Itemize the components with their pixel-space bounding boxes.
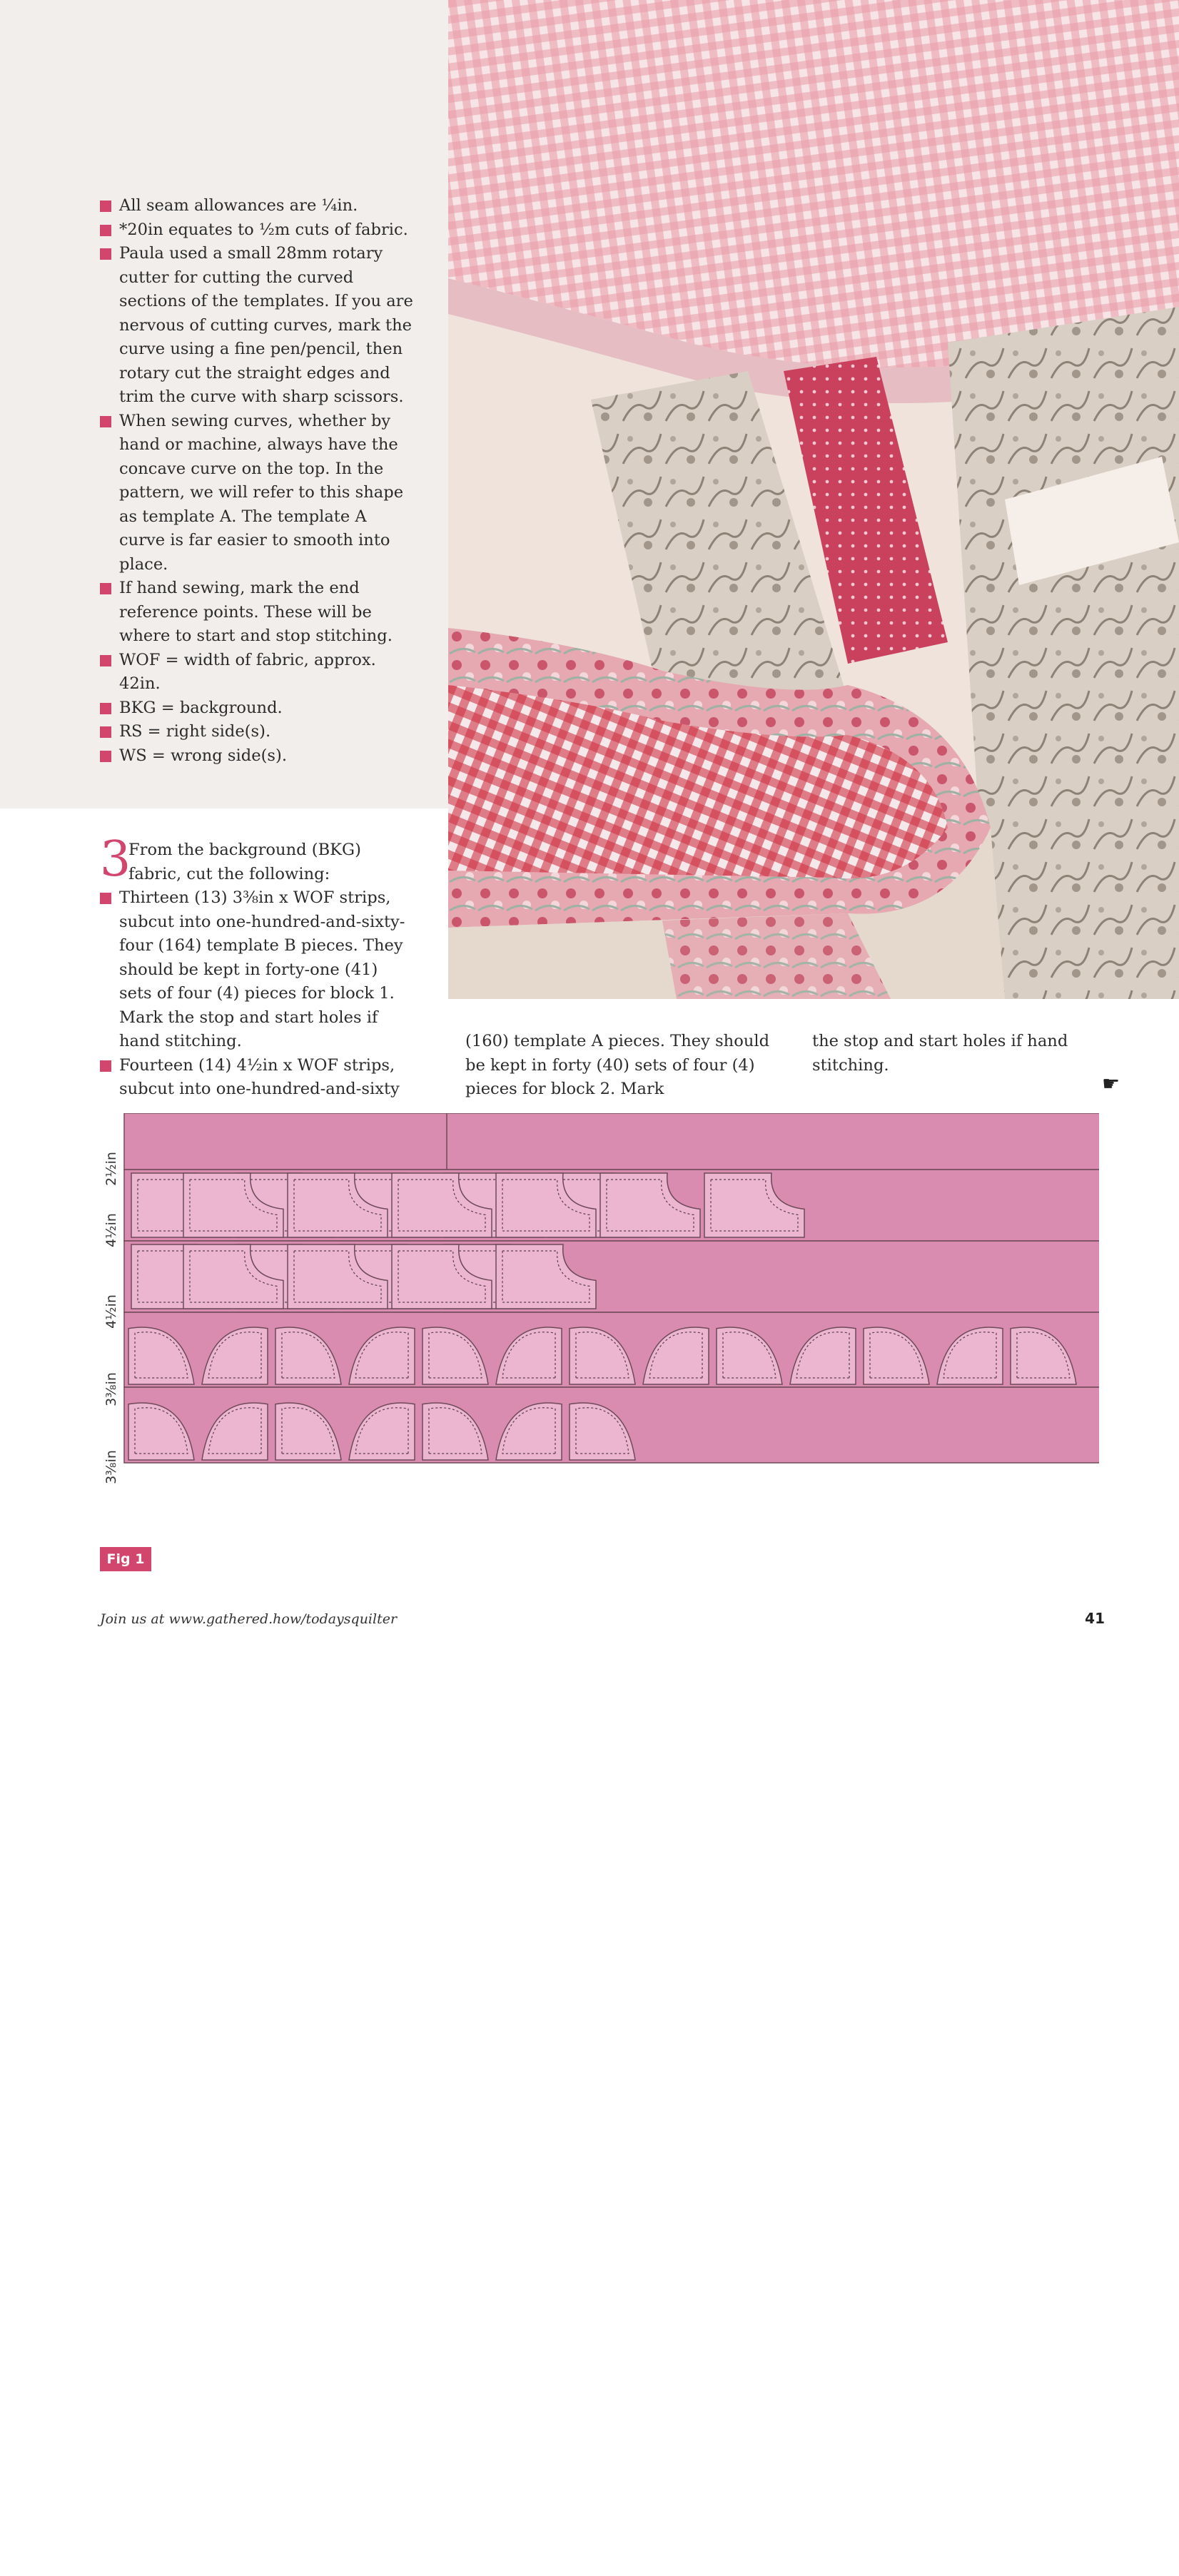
cutting-diagram-svg xyxy=(86,1113,1099,1520)
note-text: BKG = background. xyxy=(119,698,283,717)
step-intro xyxy=(100,831,414,888)
bullet-square-icon xyxy=(100,583,111,594)
note-item xyxy=(100,649,414,696)
step-continued-column-2: (160) template A pieces. They should be kept in forty (40) sets of four (4) pieces for block 2. Mark xyxy=(465,1032,770,1098)
cutting-diagram xyxy=(86,1113,1099,2576)
note-text: When sewing curves, whether by hand or machine, always have the concave curve on the top. In the pattern, we will refer to this shape as template A. The template A curve is far easier to smooth into place. xyxy=(119,411,404,574)
bullet-square-icon xyxy=(100,201,111,212)
bullet-square-icon xyxy=(100,1060,111,1072)
note-text: RS = right side(s). xyxy=(119,722,271,741)
note-text: WOF = width of fabric, approx. 42in. xyxy=(119,650,376,693)
note-item xyxy=(100,242,414,410)
step-3 xyxy=(100,831,414,1102)
note-text: All seam allowances are ¼in. xyxy=(119,196,358,215)
note-item xyxy=(100,410,414,577)
cut-list xyxy=(100,886,414,1102)
notes-list xyxy=(100,194,414,768)
pointing-hand-icon: ☛ xyxy=(1102,1072,1120,1095)
note-item xyxy=(100,696,414,721)
row-labels xyxy=(103,1152,119,1484)
quilt-photo xyxy=(448,0,1179,999)
bullet-square-icon xyxy=(100,751,111,762)
figure-label: Fig 1 xyxy=(100,1547,151,1571)
note-text: Paula used a small 28mm rotary cutter for cutting the curved sections of the templates. If you are nervous of cutting curves, mark the curve using a fine pen/pencil, then rotary cut the straight edges and trim the curve with sharp scissors. xyxy=(119,244,413,406)
bullet-square-icon xyxy=(100,225,111,236)
note-item xyxy=(100,720,414,744)
note-text: *20in equates to ½m cuts of fabric. xyxy=(119,220,408,239)
row-label: 2½in xyxy=(103,1152,119,1186)
cut-text: Fourteen (14) 4½in x WOF strips, subcut into one-hundred-and-sixty xyxy=(119,1055,400,1098)
bullet-square-icon xyxy=(100,248,111,260)
quilt-photo-illustration xyxy=(448,0,1179,999)
bullet-square-icon xyxy=(100,416,111,427)
note-item xyxy=(100,577,414,649)
cut-item xyxy=(100,886,414,1054)
row-label: 3⅜in xyxy=(103,1450,119,1484)
bullet-square-icon xyxy=(100,655,111,666)
footer-website-text: Join us at www.gathered.how/todaysquilter xyxy=(100,1611,398,1627)
step-number: 3 xyxy=(100,831,131,888)
bullet-square-icon xyxy=(100,726,111,738)
row-label: 4½in xyxy=(103,1213,119,1247)
note-text: If hand sewing, mark the end reference points. These will be where to start and stop stitching. xyxy=(119,579,393,645)
cut-text: Thirteen (13) 3⅜in x WOF strips, subcut into one-hundred-and-sixty-four (164) template B pieces. They should be kept in forty-one (41) sets of four (4) pieces for block 1. Mark the stop and start holes if hand stitching. xyxy=(119,888,405,1050)
note-item xyxy=(100,744,414,769)
note-item xyxy=(100,218,414,243)
step-continued-column-3: the stop and start holes if hand stitching. xyxy=(812,1032,1068,1075)
note-text: WS = wrong side(s). xyxy=(119,746,287,765)
fabric-strip xyxy=(124,1113,1099,1170)
row-label: 4½in xyxy=(103,1294,119,1329)
step-intro-text: From the background (BKG) fabric, cut the following: xyxy=(128,841,361,883)
page-number: 41 xyxy=(1085,1610,1105,1627)
bullet-square-icon xyxy=(100,893,111,904)
notes-panel xyxy=(0,0,448,808)
bullet-square-icon xyxy=(100,703,111,714)
cut-item xyxy=(100,1054,414,1102)
note-item xyxy=(100,194,414,218)
row-label: 3⅜in xyxy=(103,1372,119,1406)
